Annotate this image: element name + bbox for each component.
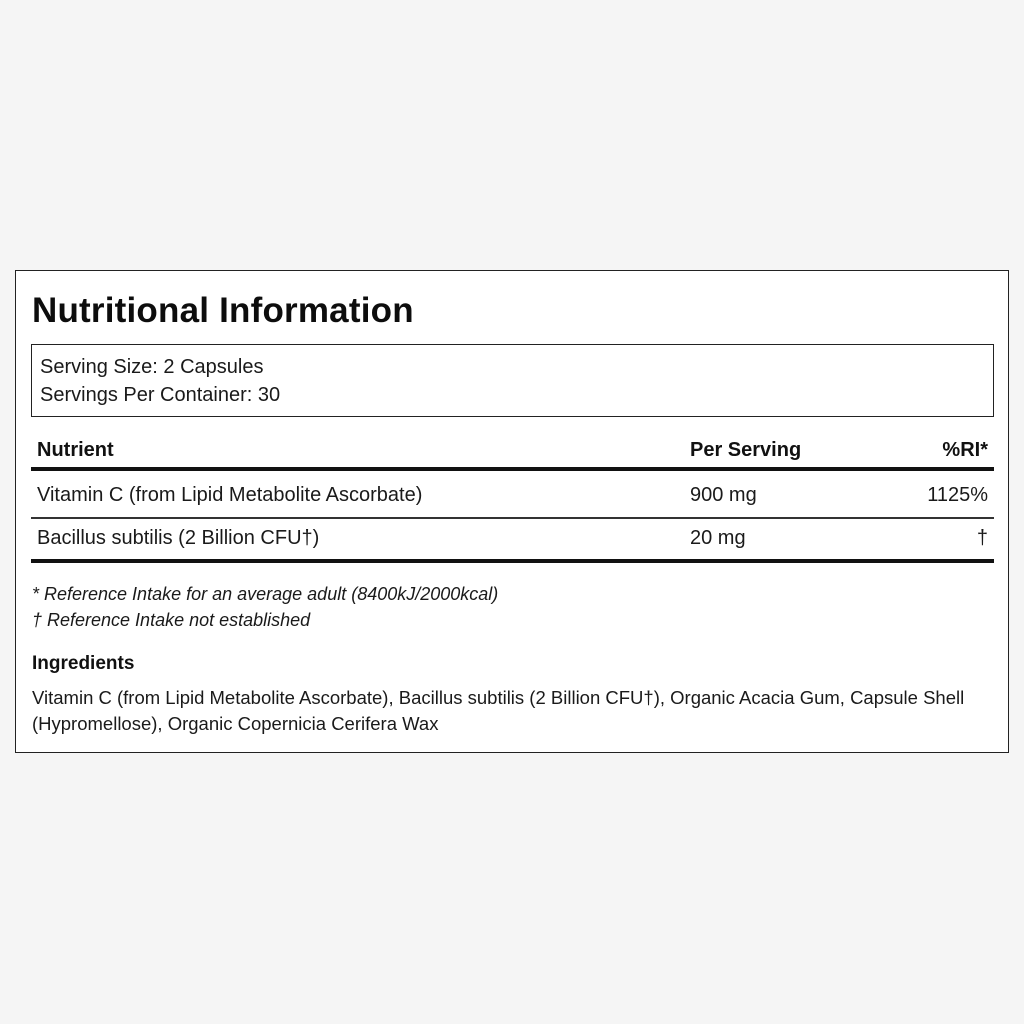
nutrient-table xyxy=(31,433,994,563)
footnote-reference-intake: * Reference Intake for an average adult (8400kJ/2000kcal) xyxy=(32,584,499,604)
servings-per-container: Servings Per Container: 30 xyxy=(40,384,281,406)
nutrient-amount: 900 mg xyxy=(690,483,757,506)
nutrient-amount: 20 mg xyxy=(690,527,746,549)
nutrient-ri: † xyxy=(976,527,988,549)
footnote-not-established: † Reference Intake not established xyxy=(32,610,311,630)
header-per-serving: Per Serving xyxy=(690,438,802,461)
header-nutrient: Nutrient xyxy=(37,438,114,461)
footnotes xyxy=(32,581,498,633)
table-row xyxy=(31,519,994,559)
panel-title: Nutritional Information xyxy=(32,291,414,330)
ingredients-text: Vitamin C (from Lipid Metabolite Ascorbate), Bacillus subtilis (2 Billion CFU†), Organic Acacia Gum, Capsule Shell (Hypromellose), Organic Copernicia Cerifera Wax xyxy=(32,687,965,734)
table-header-row xyxy=(31,433,994,467)
nutrient-ri: 1125% xyxy=(927,483,988,506)
nutrition-panel xyxy=(15,270,1009,753)
nutrient-name: Bacillus subtilis (2 Billion CFU†) xyxy=(37,527,320,549)
table-row xyxy=(31,471,994,517)
header-ri: %RI* xyxy=(942,438,988,461)
ingredients-heading: Ingredients xyxy=(32,653,135,674)
table-bottom-rule xyxy=(31,559,994,563)
nutrient-name: Vitamin C (from Lipid Metabolite Ascorbate) xyxy=(37,483,423,506)
serving-info-box xyxy=(31,344,994,417)
serving-size: Serving Size: 2 Capsules xyxy=(40,356,264,378)
